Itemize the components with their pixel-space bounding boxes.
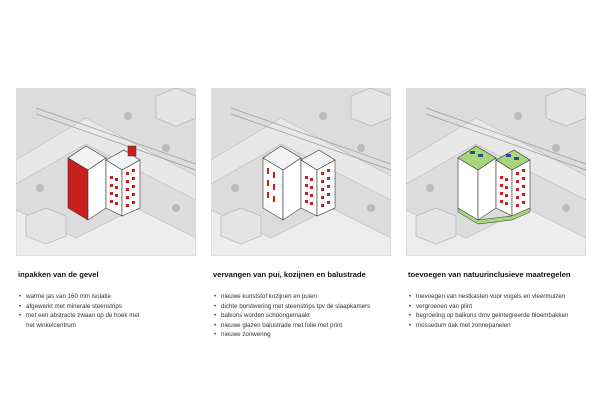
facade-left [106, 160, 122, 216]
bullet-list [213, 292, 370, 340]
facade-front [122, 160, 140, 216]
tree [562, 204, 570, 212]
neighbour-building [416, 208, 456, 244]
tree [124, 112, 132, 120]
axonometric-illustration-nature [406, 88, 586, 256]
facade-left [496, 160, 512, 216]
axonometric-illustration-facade [16, 88, 196, 256]
tree [367, 204, 375, 212]
tree [36, 184, 44, 192]
tree [231, 184, 239, 192]
neighbour-building [26, 208, 66, 244]
list-item: • mossedum dak met zonnepanelen [408, 321, 568, 331]
tree [357, 144, 365, 152]
axonometric-illustration-windows [211, 88, 391, 256]
isometric-scene [16, 88, 196, 256]
tree [426, 184, 434, 192]
list-item-continuation: het winkelcentrum [26, 321, 76, 329]
list-item: • vergroenen van plint [408, 302, 568, 312]
isometric-scene [406, 88, 586, 256]
list-item: • dichte borstwering met steenstrips tpv de slaapkamers [213, 302, 370, 312]
tree [552, 144, 560, 152]
list-item: • toevoegen van nestkasten voor vogels en vleermuizen [408, 292, 568, 302]
tree [319, 112, 327, 120]
neighbour-building [221, 208, 261, 244]
list-item: • afgewerkt met minerale steenstrips [18, 302, 140, 312]
facade-left [301, 160, 317, 216]
list-item: • nieuwe glazen balustrade met folie met print [213, 321, 370, 331]
list-item: • balkons worden schoongemaakt [213, 311, 370, 321]
bullet-list [18, 292, 140, 330]
tree [514, 112, 522, 120]
apartment-building [68, 146, 140, 220]
neighbour-building [156, 88, 196, 126]
isometric-scene [211, 88, 391, 256]
panel-facade-wrapping [16, 88, 196, 393]
list-item: • nieuwe zonwering [213, 330, 370, 340]
tree [162, 144, 170, 152]
apartment-building [263, 146, 335, 220]
panel-title: toevoegen van natuurinclusieve maatregelen [408, 270, 571, 279]
list-item: • nieuwe kunststof kozijnen en puien [213, 292, 370, 302]
list-item: • warme jas van 160 mm isolatie [18, 292, 140, 302]
rooftop-box [128, 146, 136, 156]
facade-front [317, 160, 335, 216]
list-item: • begroeiing op balkons dmv geintegreerde bloembakken [408, 311, 568, 321]
panel-nature-inclusive [406, 88, 586, 393]
neighbour-building [546, 88, 586, 126]
facade-front [512, 160, 530, 216]
panel-title: inpakken van de gevel [18, 270, 99, 279]
list-item: • met een abstracte zwaan op de hoek met [18, 311, 140, 321]
panel-title: vervangen van pui, kozijnen en balustrade [213, 270, 366, 279]
tree [172, 204, 180, 212]
neighbour-building [351, 88, 391, 126]
panel-window-replacement [211, 88, 391, 393]
bullet-list [408, 292, 568, 330]
